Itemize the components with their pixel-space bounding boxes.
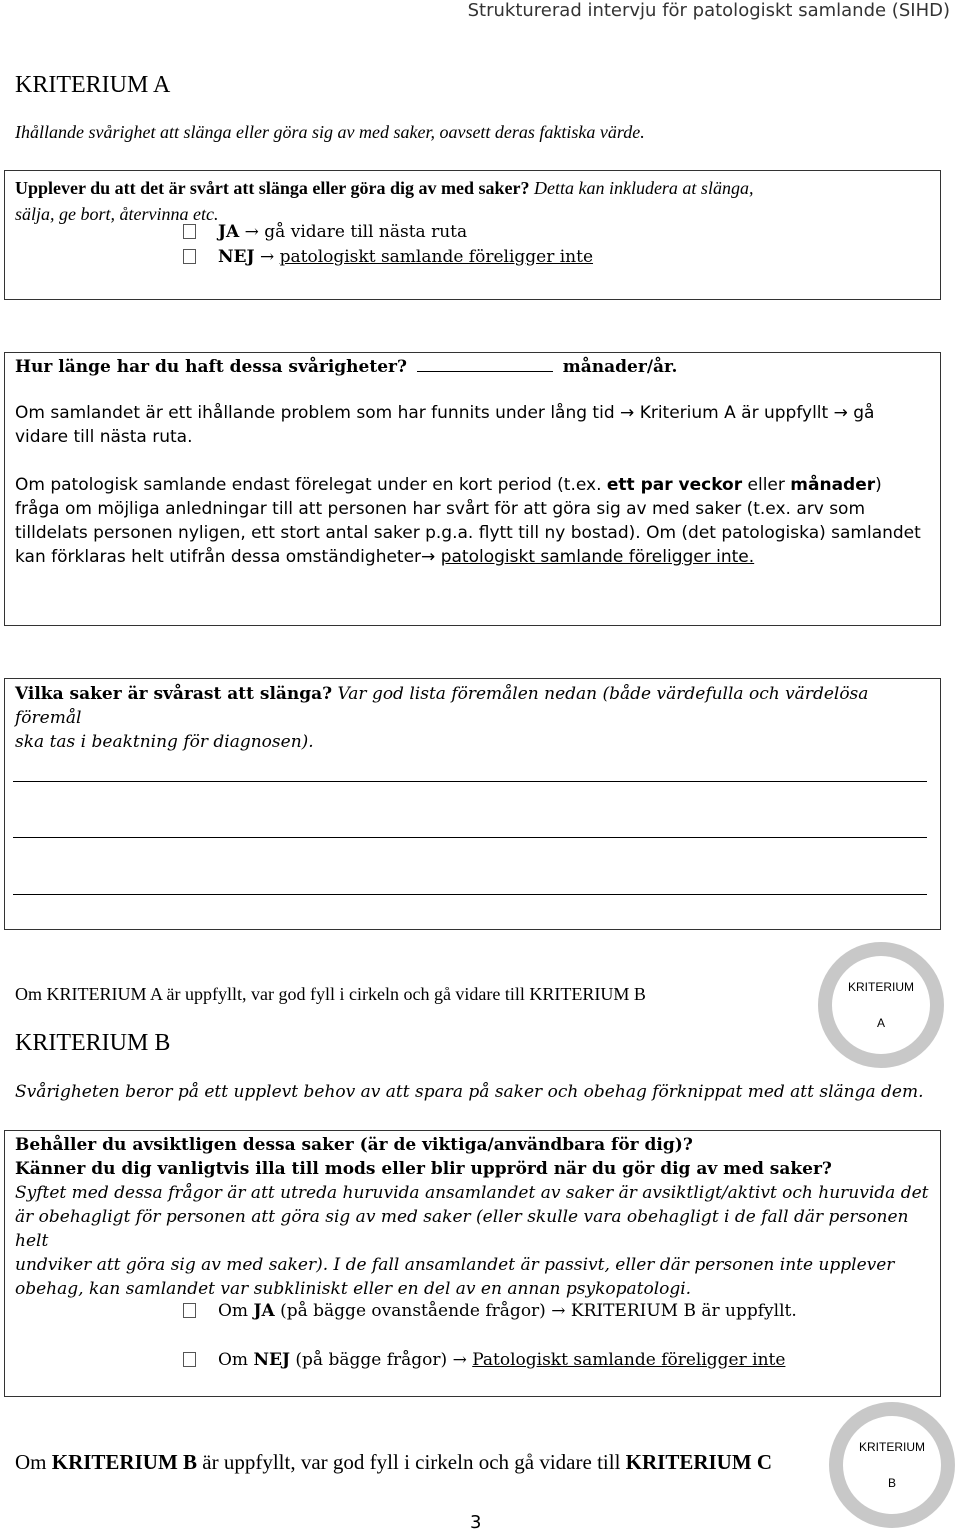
- option-no-row[interactable]: [183, 247, 593, 267]
- short-period-text: Om patologisk samlande endast förelegat under en kort period (t.ex.: [15, 475, 602, 495]
- duration-unit: månader/år.: [562, 357, 678, 377]
- short-period-line-3: tilldelats personen nyligen, ett stort antal saker p.g.a. flytt till ny bostad). Om (det patologiska) samlandet: [15, 523, 921, 543]
- no-label: NEJ: [253, 1350, 291, 1370]
- criterion-a-circle[interactable]: [818, 942, 944, 1068]
- checkbox-yes[interactable]: [183, 224, 196, 239]
- arrow-icon: →: [259, 247, 275, 267]
- fill-mid: är uppfyllt, var god fyll i cirkeln och gå vidare till: [197, 1450, 626, 1474]
- duration-question-row: [15, 357, 677, 377]
- explanation-line-1: Syftet med dessa frågor är att utreda huruvida ansamlandet av saker är avsiktligt/aktivt och huruvida det: [15, 1183, 929, 1203]
- fill-instruction-b: [15, 1450, 772, 1475]
- answer-line-1[interactable]: [13, 781, 927, 782]
- arrow-icon: →: [551, 1301, 566, 1321]
- persistent-text: Om samlandet är ett ihållande problem som har funnits under lång tid: [15, 403, 615, 423]
- explanation-line-4: obehag, kan samlandet var subkliniskt eller en del av en annan psykopatologi.: [15, 1279, 692, 1299]
- no-text: patologiskt samlande föreligger inte: [279, 247, 594, 267]
- short-period-paragraph: [15, 473, 935, 569]
- circle-b-line-1: KRITERIUM: [859, 1440, 925, 1454]
- proceed-text: gå: [853, 403, 875, 423]
- criterion-a-heading: KRITERIUM A: [15, 72, 171, 98]
- fill-crit-b: KRITERIUM B: [51, 1450, 198, 1474]
- criterion-a-met-text: Kriterium A är uppfyllt: [639, 403, 829, 423]
- question-box-4: [4, 1130, 941, 1397]
- criterion-a-description: Ihållande svårighet att slänga eller göra sig av med saker, oavsett deras faktiska värde.: [15, 122, 645, 142]
- no-post: Patologiskt samlande föreligger inte: [472, 1350, 786, 1370]
- weeks-text: ett par veckor: [606, 475, 743, 495]
- question-box-1: [4, 170, 941, 300]
- items-question-note-cont: ska tas i beaktning för diagnosen).: [15, 732, 314, 752]
- answer-line-3[interactable]: [13, 894, 927, 895]
- page-number: 3: [470, 1512, 482, 1533]
- criterion-b-question-2: Känner du dig vanligtvis illa till mods eller blir upprörd när du gör dig av med saker?: [15, 1159, 832, 1179]
- explanation-line-2: är obehagligt för personen att göra sig av med saker (eller skulle vara obehagligt i de fall där personen helt: [15, 1207, 909, 1251]
- yes-mid: (på bägge ovanstående frågor): [274, 1301, 552, 1321]
- fill-crit-c: KRITERIUM C: [625, 1450, 773, 1474]
- arrow-icon: →: [421, 547, 436, 567]
- items-question-note: Var god lista föremålen nedan (både värdefulla och värdelösa föremål: [15, 684, 869, 728]
- short-period-line-4: kan förklaras helt utifrån dessa omständigheter: [15, 547, 422, 567]
- question-box-3: [4, 678, 941, 930]
- fill-crit-b: KRITERIUM B: [529, 984, 646, 1004]
- fill-crit-a: KRITERIUM A: [46, 984, 163, 1004]
- yes-label: JA: [218, 222, 240, 242]
- criterion-b-questions: [15, 1133, 930, 1181]
- criterion-b-explanation: [15, 1181, 935, 1301]
- or-text: eller: [747, 475, 785, 495]
- arrow-icon: →: [620, 403, 635, 423]
- fill-mid: är uppfyllt, var god fyll i cirkeln och gå vidare till: [162, 984, 530, 1004]
- yes-text: gå vidare till nästa ruta: [264, 222, 468, 242]
- circle-a-line-2: A: [876, 1016, 885, 1030]
- circle-a-line-1: KRITERIUM: [848, 980, 914, 994]
- criterion-b-no-row[interactable]: [183, 1350, 785, 1370]
- question-1-note-cont: sälja, ge bort, återvinna etc.: [15, 204, 219, 224]
- fill-pre: Om: [15, 1450, 52, 1474]
- persistent-paragraph: [15, 401, 930, 449]
- criterion-b-question-1: Behåller du avsiktligen dessa saker (är de viktiga/användbara för dig)?: [15, 1135, 693, 1155]
- duration-input-line[interactable]: [417, 357, 553, 372]
- items-question: [15, 682, 930, 754]
- circle-b-line-2: B: [887, 1476, 896, 1490]
- criterion-b-yes-row[interactable]: [183, 1301, 797, 1321]
- short-period-line-2: fråga om möjliga anledningar till att personen har svårt för att göra sig av med saker (t.ex. arv som: [15, 499, 866, 519]
- explanation-line-3: undviker att göra sig av med saker). I de fall ansamlandet är passivt, eller där personen inte upplever: [15, 1255, 895, 1275]
- checkbox-no[interactable]: [183, 249, 196, 264]
- items-question-text: Vilka saker är svårast att slänga?: [15, 684, 333, 704]
- question-1-text: Upplever du att det är svårt att slänga eller göra dig av med saker?: [15, 178, 530, 198]
- no-pre: Om: [218, 1350, 254, 1370]
- proceed-text-cont: vidare till nästa ruta.: [15, 427, 193, 447]
- running-header: Strukturerad intervju för patologiskt samlande (SIHD): [467, 0, 950, 21]
- question-box-2: [4, 352, 941, 626]
- arrow-icon: →: [452, 1350, 467, 1370]
- criterion-b-heading: KRITERIUM B: [15, 1030, 171, 1056]
- arrow-icon: →: [833, 403, 848, 423]
- criterion-b-circle[interactable]: [829, 1402, 955, 1528]
- not-present-text: patologiskt samlande föreligger inte.: [440, 547, 755, 567]
- yes-post: KRITERIUM B är uppfyllt.: [565, 1301, 797, 1321]
- no-label: NEJ: [218, 247, 255, 267]
- yes-pre: Om: [218, 1301, 254, 1321]
- arrow-icon: →: [244, 222, 259, 242]
- fill-pre: Om: [15, 984, 47, 1004]
- checkbox-no[interactable]: [183, 1352, 196, 1367]
- months-text: månader: [790, 475, 876, 495]
- answer-line-2[interactable]: [13, 837, 927, 838]
- duration-question: Hur länge har du haft dessa svårigheter?: [15, 357, 407, 377]
- criterion-b-description: Svårigheten beror på ett upplevt behov av att spara på saker och obehag förknippat med att slänga dem.: [15, 1082, 924, 1102]
- question-1-note: Detta kan inkludera at slänga,: [529, 178, 754, 198]
- checkbox-yes[interactable]: [183, 1303, 196, 1318]
- no-mid: (på bägge frågor): [290, 1350, 453, 1370]
- option-yes-row[interactable]: [183, 222, 467, 242]
- yes-label: JA: [253, 1301, 275, 1321]
- paren-text: ): [875, 475, 882, 495]
- fill-instruction-a: [15, 984, 646, 1005]
